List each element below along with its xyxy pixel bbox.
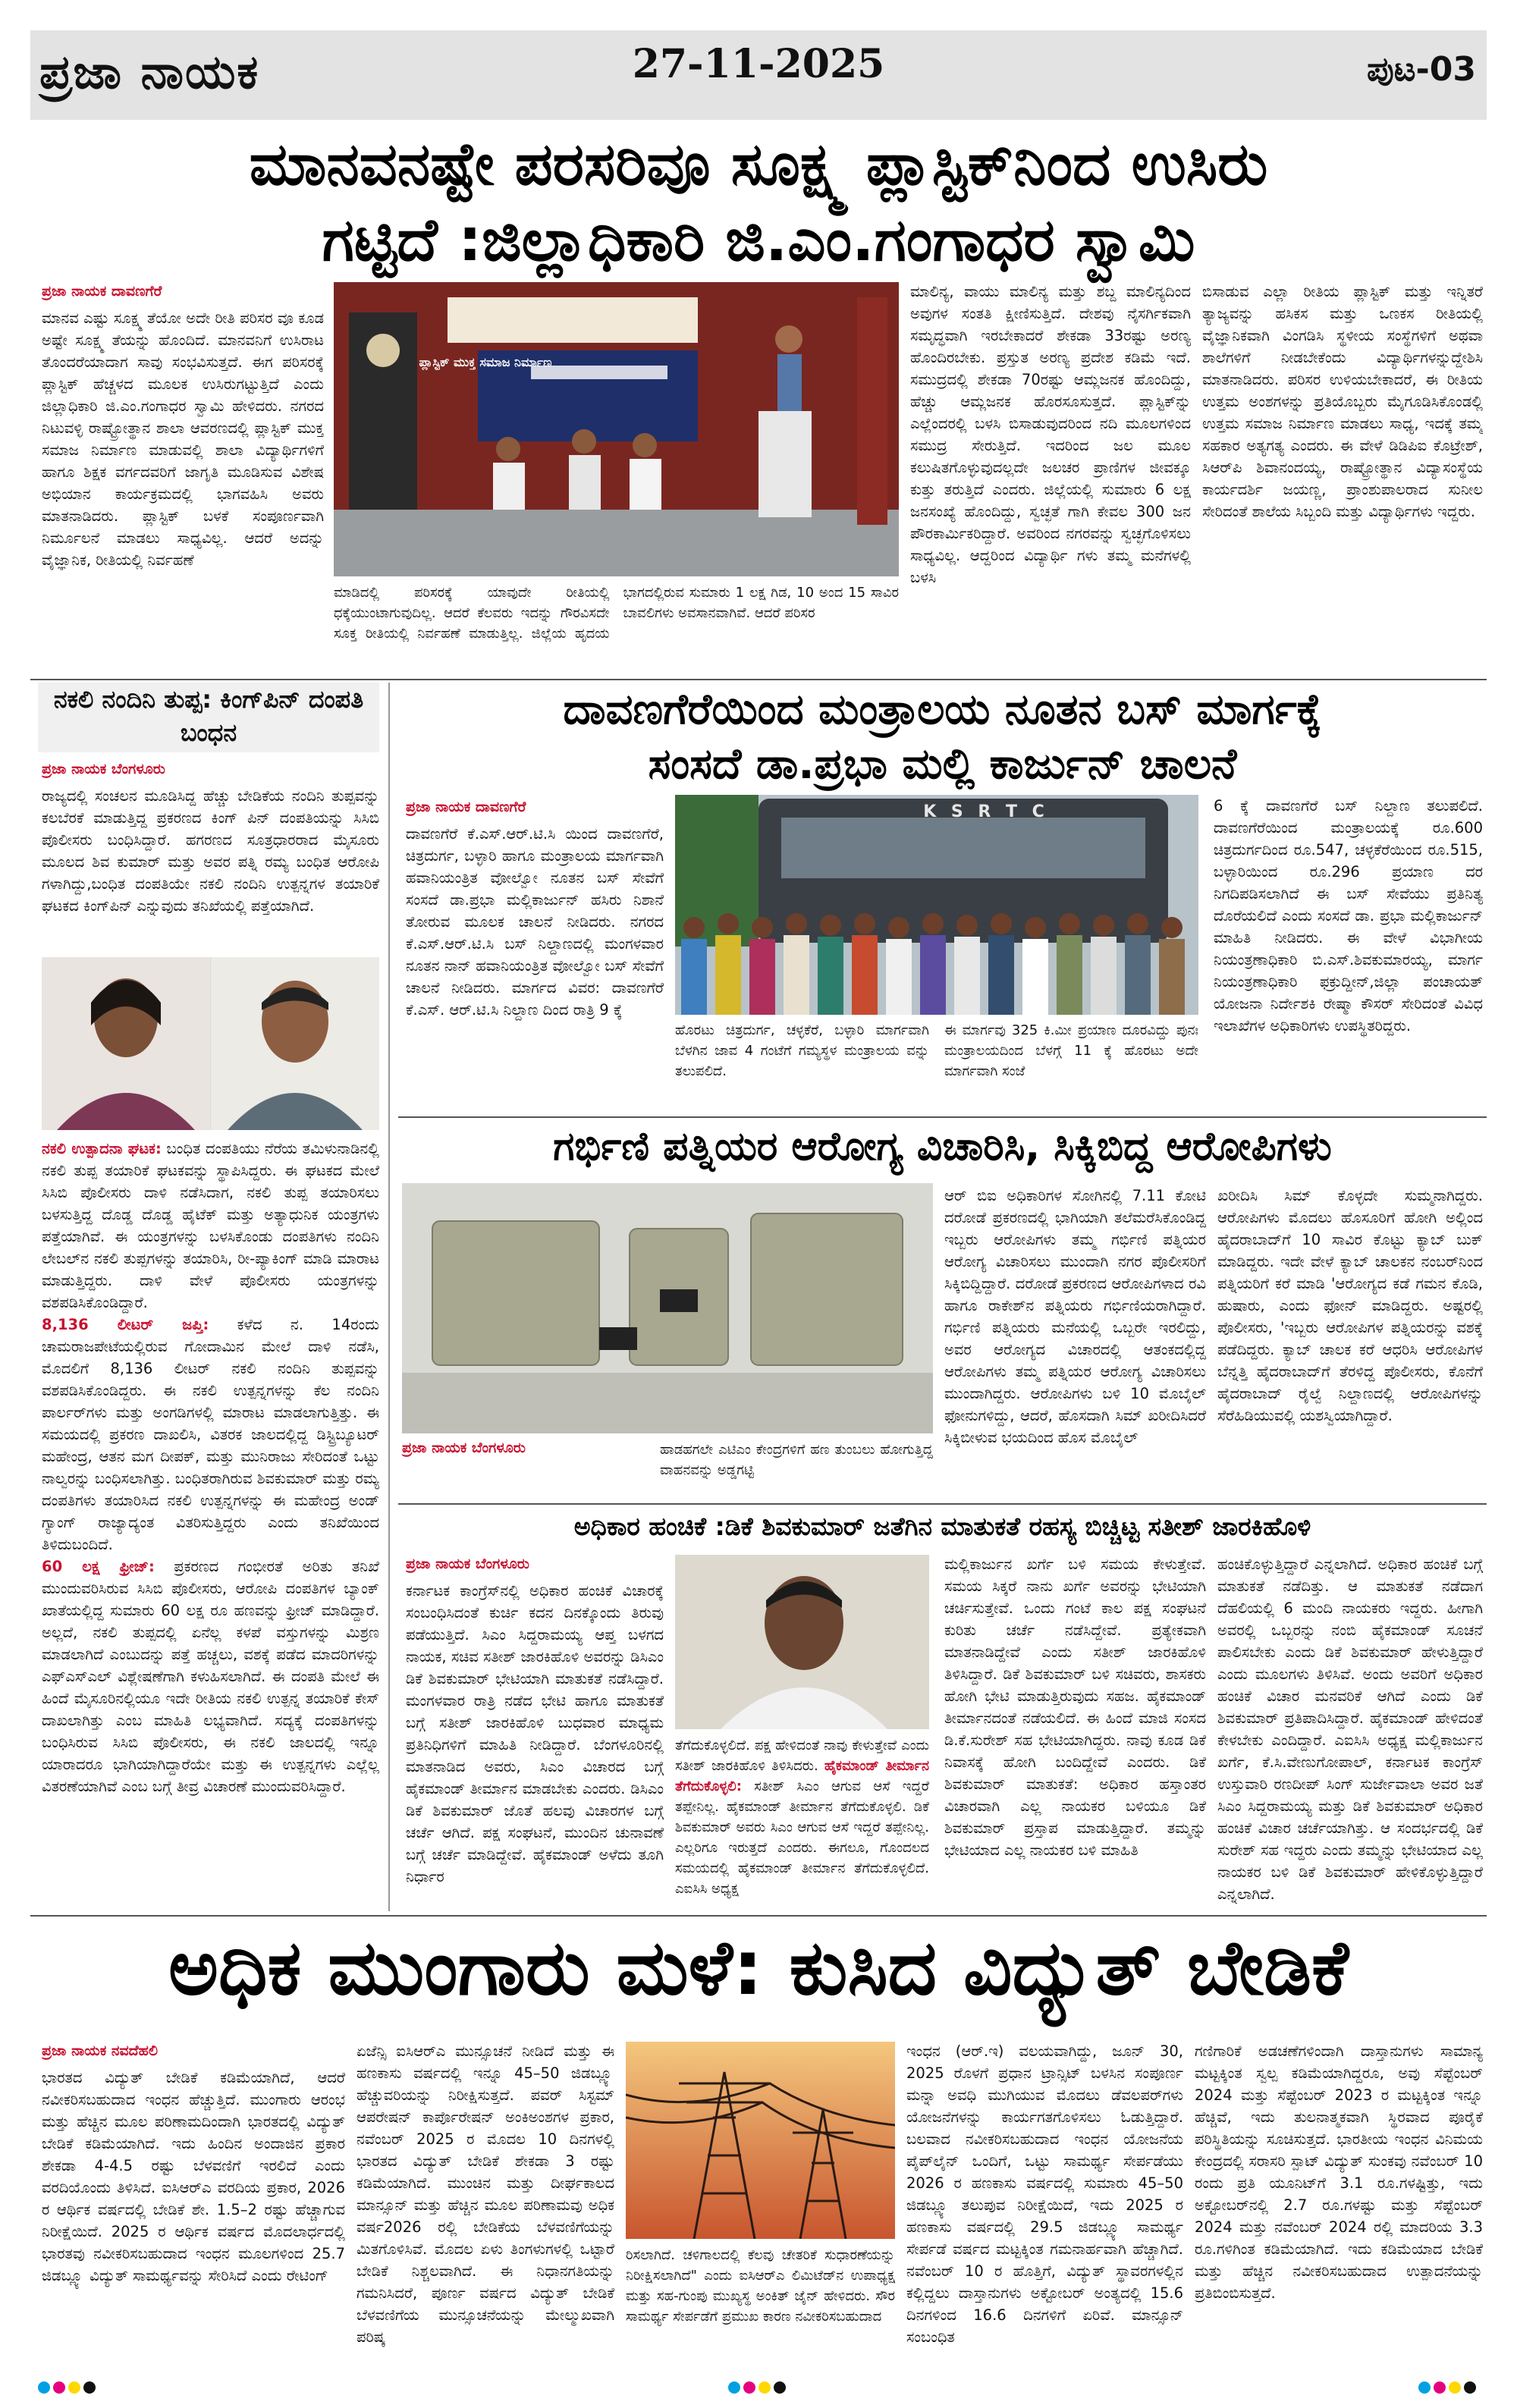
story1-column-1: ಪ್ರಜಾ ನಾಯಕ ದಾವಣಗೆರೆ ಮಾನವ ಎಷ್ಟು ಸೂಕ್ಷ್ಮ ತೆಯೋ ಅದೇ ರೀತಿ ಪರಿಸರ ವೂ ಕೂಡ ಅಷ್ಟೇ ಸೂಕ್ಷ್ಮ ತೆಯನ್ನು ಹೊಂದಿದೆ. ಮಾನವನಿಗೆ ಉಸಿರಾಟ ತೊಂದರೆಯಾದಾಗ ಸಾವು ಸಂಭವಿಸುತ್ತದೆ. ಈಗ ಪರಿಸರಕ್ಕೆ ಪ್ಲಾಸ್ಟಿಕ್ ಹೆಚ್ಚಳದ ಮೂಲಕ ಉಸಿರುಗಟ್ಟುತ್ತಿದೆ ಎಂದು ಜಿಲ್ಲಾಧಿಕಾರಿ ಜಿ.ಎಂ.ಗಂಗಾಧರ ಸ್ವಾಮಿ ಹೇಳಿದರು. ನಗರದ ನಿಟುವಳ್ಳಿ ರಾಷ್ಟ್ರೋತ್ಥಾನ ಶಾಲಾ ಆವರಣದಲ್ಲಿ ಪ್ಲಾಸ್ಟಿಕ್ ಮುಕ್ತ ಸಮಾಜ ನಿರ್ಮಾಣ ಮಾಡುವಲ್ಲಿ ಶಾಲಾ ವಿದ್ಯಾರ್ಥಿಗಳಿಗೆ ಹಾಗೂ ಶಿಕ್ಷಕ ವರ್ಗದವರಿಗೆ ಜಾಗೃತಿ ಮೂಡಿಸುವ ವಿಶೇಷ ಅಭಿಯಾನ ಕಾರ್ಯಕ್ರಮದಲ್ಲಿ ಭಾಗವಹಿಸಿ ಅವರು ಮಾತನಾಡಿದರು. ಪ್ಲಾಸ್ಟಿಕ್ ಬಳಕೆ ಸಂಪೂರ್ಣವಾಗಿ ನಿರ್ಮೂಲನೆ ಮಾಡಲು ಸಾಧ್ಯವಿಲ್ಲ. ಆದರೆ ಅದನ್ನು ವೈಜ್ಞಾನಿಕ, ರೀತಿಯಲ್ಲಿ ನಿರ್ವಹಣೆ [42, 281, 324, 675]
registration-marks-right [1418, 2381, 1476, 2394]
story2-accused-photos [42, 957, 379, 1130]
registration-marks-center [728, 2381, 786, 2394]
story3-caption-b: ಈ ಮಾರ್ಗವು 325 ಕಿ.ಮೀ ಪ್ರಯಾಣ ದೂರವಿದ್ದು ಪುನಃ ಮಂತ್ರಾಲಯದಿಂದ ಬೆಳಗ್ಗೆ 11 ಕ್ಕೆ ಹೊರಟು ಅದೇ ಮಾರ್ಗವಾಗಿ ಸಂಜೆ [944, 1022, 1198, 1079]
story3-caption-a: ಹೊರಟು ಚಿತ್ರದುರ್ಗ, ಚಳ್ಳಕೆರೆ, ಬಳ್ಳಾರಿ ಮಾರ್ಗವಾಗಿ ಬೆಳಗಿನ ಜಾವ 4 ಗಂಟೆಗೆ ಗಮ್ಯಸ್ಥಳ ಮಂತ್ರಾಲಯ ವನ್ನು ತಲುಪಲಿದೆ. [675, 1022, 929, 1079]
story2-sub2-label: 8,136 ಲೀಟರ್ ಜಪ್ತಿ: [42, 1316, 209, 1333]
story6-column-3: ಇಂಧನ (ಆರ್‌.ಇ) ವಲಯವಾಗಿದ್ದು, ಜೂನ್ 30, 2025 ರೊಳಗೆ ಪ್ರಧಾನ ಟ್ರಾನ್ಸಿಟ್ ಬಳಸಿನ ಸಂಪೂರ್ಣ ಮನ್ನಾ ಅವಧಿ ಮುಗಿಯುವ ಮೊದಲು ಡೆವಲಪರ್‌ಗಳು ಯೋಜನೆಗಳನ್ನು ಕಾರ್ಯಗತಗೊಳಿಸಲು ಓಡುತ್ತಿದ್ದಾರೆ. ಬಲವಾದ ನವೀಕರಿಸಬಹುದಾದ ಇಂಧನ ಯೋಜನೆಯ ಪೈಪ್‌ಲೈನ್ ಒಂದಿಗೆ, ಒಟ್ಟು ಸಾಮರ್ಥ್ಯ ಸೇರ್ಪಡೆಯು 2026 ರ ಹಣಕಾಸು ವರ್ಷದಲ್ಲಿ ಸುಮಾರು 45–50 ಜಿಡಬ್ಲ್ಯೂ ತಲುಪುವ ನಿರೀಕ್ಷೆಯಿದೆ, ಇದು 2025 ರ ಹಣಕಾಸು ವರ್ಷದಲ್ಲಿ 29.5 ಜಿಡಬ್ಲ್ಯೂ ಸಾಮರ್ಥ್ಯ ಸೇರ್ಪಡೆ ವರ್ಷದ ಮಟ್ಟಕ್ಕಿಂತ ಗಮನಾರ್ಹವಾಗಿ ಹೆಚ್ಚಾಗಿದೆ. ನವೆಂಬರ್ 10 ರ ಹೊತ್ತಿಗೆ, ವಿದ್ಯುತ್ ಸ್ಥಾವರಗಳಲ್ಲಿನ ಕಲ್ಲಿದ್ದಲು ದಾಸ್ತಾನುಗಳು ಅಕ್ಟೋಬರ್ ಅಂತ್ಯದಲ್ಲಿ 15.6 ದಿನಗಳಿಂದ 16.6 ದಿನಗಳಿಗೆ ಏರಿವೆ. ಮಾನ್ಸೂನ್ ಸಂಬಂಧಿತ [906, 2042, 1183, 2346]
story5-column-1: ಪ್ರಜಾ ನಾಯಕ ಬೆಂಗಳೂರು ಕರ್ನಾಟಕ ಕಾಂಗ್ರೆಸ್‌ನಲ್ಲಿ ಅಧಿಕಾರ ಹಂಚಿಕೆ ವಿಚಾರಕ್ಕೆ ಸಂಬಂಧಿಸಿದಂತೆ ಕುರ್ಚಿ ಕದನ ದಿನಕ್ಕೊಂದು ತಿರುವು ಪಡೆಯುತ್ತಿದೆ. ಸಿಎಂ ಸಿದ್ದರಾಮಯ್ಯ ಆಪ್ತ ಬಳಗದ ನಾಯಕ, ಸಚಿವ ಸತೀಶ್ ಜಾರಕಿಹೊಳಿ ಅವರನ್ನು ಡಿಸಿಎಂ ಡಿಕೆ ಶಿವಕುಮಾರ್ ಭೇಟಿಯಾಗಿ ಮಾತುಕತೆ ನಡೆಸಿದ್ದಾರೆ. ಮಂಗಳವಾರ ರಾತ್ರಿ ನಡೆದ ಭೇಟಿ ಹಾಗೂ ಮಾತುಕತೆ ಬಗ್ಗೆ ಸತೀಶ್ ಜಾರಕಿಹೊಳಿ ಬುಧವಾರ ಮಾಧ್ಯಮ ಪ್ರತಿನಿಧಿಗಳಿಗೆ ಮಾಹಿತಿ ನೀಡಿದ್ದಾರೆ. ಬೆಂಗಳೂರಿನಲ್ಲಿ ಮಾತನಾಡಿದ ಅವರು, ಸಿಎಂ ವಿಚಾರದ ಬಗ್ಗೆ ಹೈಕಮಾಂಡ್ ತೀರ್ಮಾನ ಮಾಡಬೇಕು ಎಂದರು. ಡಿಸಿಎಂ ಡಿಕೆ ಶಿವಕುಮಾರ್ ಜೊತೆ ಹಲವು ವಿಚಾರಗಳ ಬಗ್ಗೆ ಚರ್ಚೆ ಆಗಿದೆ. ಪಕ್ಷ ಸಂಘಟನೆ, ಮುಂದಿನ ಚುನಾವಣೆ ಬಗ್ಗೆ ಚರ್ಚೆ ಮಾಡಿದ್ದೇವೆ. ಹೈಕಮಾಂಡ್ ಅಳೆದು ತೂಗಿ ನಿರ್ಧಾರ [406, 1553, 664, 1910]
story4-column-2: ಖರೀದಿಸಿ ಸಿಮ್ ಕೊಳ್ಳದೇ ಸುಮ್ಮನಾಗಿದ್ದರು. ಆರೋಪಿಗಳು ಮೊದಲು ಹೊಸೂರಿಗೆ ಹೋಗಿ ಅಲ್ಲಿಂದ ಹೈದರಾಬಾದ್‌ಗೆ 10 ಸಾವಿರ ಕೊಟ್ಟು ಕ್ಯಾಬ್ ಬುಕ್ ಮಾಡಿದ್ದರು. ಇದೇ ವೇಳೆ ಕ್ಯಾಬ್ ಚಾಲಕನ ನಂಬರ್‌ನಿಂದ ಪತ್ನಿಯರಿಗೆ ಕರೆ ಮಾಡಿ 'ಆರೋಗ್ಯದ ಕಡೆ ಗಮನ ಕೊಡಿ, ಹುಷಾರು, ಎಂದು ಫೋನ್ ಮಾಡಿದ್ದರು. ಅಷ್ಟರಲ್ಲಿ ಪೊಲೀಸರು, 'ಇಬ್ಬರು ಆರೋಪಿಗಳ ಪತ್ನಿಯರನ್ನು ವಶಕ್ಕೆ ಪಡೆದಿದ್ದರು. ಕ್ಯಾಬ್ ಚಾಲಕ ಕರೆ ಆಧರಿಸಿ ಆರೋಪಿಗಳ ಬೆನ್ನತ್ತಿ ಹೈದರಾಬಾದ್‌ಗೆ ತೆರಳಿದ್ದ ಪೊಲೀಸರು, ಕೊನೆಗೆ ಹೈದರಾಬಾದ್ ರೈಲ್ವೆ ನಿಲ್ದಾಣದಲ್ಲಿ ಆರೋಪಿಗಳನ್ನು ಸೆರೆಹಿಡಿಯುವಲ್ಲಿ ಯಶಸ್ವಿಯಾಗಿದ್ದಾರೆ. [1217, 1187, 1483, 1424]
story6-headline: ಅಧಿಕ ಮುಂಗಾರು ಮಳೆ: ಕುಸಿದ ವಿದ್ಯುತ್ ಬೇಡಿಕೆ [168, 1923, 1349, 2012]
story2-intro: ಪ್ರಜಾ ನಾಯಕ ಬೆಂಗಳೂರು ರಾಜ್ಯದಲ್ಲಿ ಸಂಚಲನ ಮೂಡಿಸಿದ್ದ ಹೆಚ್ಚು ಬೇಡಿಕೆಯ ನಂದಿನಿ ತುಪ್ಪವನ್ನು ಕಲಬೆರಕೆ ಮಾಡುತ್ತಿದ್ದ ಪ್ರಕರಣದ ಕಿಂಗ್ ಪಿನ್ ದಂಪತಿಯನ್ನು ಸಿಸಿಬಿ ಪೊಲೀಸರು ಬಂಧಿಸಿದ್ದಾರೆ. ಹಗರಣದ ಸೂತ್ರಧಾರರಾದ ಮೈಸೂರು ಮೂಲದ ಶಿವ ಕುಮಾರ್ ಮತ್ತು ಅವರ ಪತ್ನಿ ರಮ್ಯ ಬಂಧಿತ ಆರೋಪಿ ಗಳಾಗಿದ್ದು,ಬಂಧಿತ ದಂಪತಿಯೇ ನಕಲಿ ನಂದಿನಿ ಉತ್ಪನ್ನಗಳ ತಯಾರಿಕೆ ಘಟಕದ ಕಿಂಗ್‌ಪಿನ್ ಎನ್ನುವುದು ತನಿಖೆಯಲ್ಲಿ ಪತ್ತೆಯಾಗಿದೆ. [42, 758, 379, 952]
story2-byline: ಪ್ರಜಾ ನಾಯಕ ಬೆಂಗಳೂರು [42, 761, 165, 777]
story3-headline: ದಾವಣಗೆರೆಯಿಂದ ಮಂತ್ರಾಲಯ ನೂತನ ಬಸ್ ಮಾರ್ಗಕ್ಕೆ ಸಂಸದೆ ಡಾ.ಪ್ರಭಾ ಮಲ್ಲಿ ಕಾರ್ಜುನ್ ಚಾಲನೆ [563, 685, 1322, 789]
story5-portrait-photo [675, 1555, 929, 1729]
story4-byline: ಪ್ರಜಾ ನಾಯಕ ಬೆಂಗಳೂರು [402, 1439, 526, 1456]
story2-headline: ನಕಲಿ ನಂದಿನಿ ತುಪ್ಪ: ಕಿಂಗ್‌ಪಿನ್ ದಂಪತಿ ಬಂಧನ [38, 683, 379, 752]
story3-column-1: ಪ್ರಜಾ ನಾಯಕ ದಾವಣಗೆರೆ ದಾವಣಗೆರೆ ಕೆ.ಎಸ್.ಆರ್.ಟಿ.ಸಿ ಯಿಂದ ದಾವಣಗೆರೆ, ಚಿತ್ರದುರ್ಗ, ಬಳ್ಳಾರಿ ಹಾಗೂ ಮಂತ್ರಾಲಯ ಮಾರ್ಗವಾಗಿ ಹವಾನಿಯಂತ್ರಿತ ವೋಲ್ವೋ ನೂತನ ಬಸ್ ಸೇವೆಗೆ ಸಂಸದೆ ಡಾ.ಪ್ರಭಾ ಮಲ್ಲಿಕಾರ್ಜುನ್ ಹಸಿರು ನಿಶಾನೆ ತೋರುವ ಮೂಲಕ ಚಾಲನೆ ನೀಡಿದರು. ನಗರದ ಕೆ.ಎಸ್.ಆರ್.ಟಿ.ಸಿ ಬಸ್ ನಿಲ್ದಾಣದಲ್ಲಿ ಮಂಗಳವಾರ ನೂತನ ನಾನ್ ಹವಾನಿಯಂತ್ರಿತ ವೋಲ್ವೋ ಬಸ್ ಸೇವೆಗೆ ಚಾಲನೆ ನೀಡಿದರು. ಮಾರ್ಗದ ವಿವರ: ದಾವಣಗೆರೆ ಕೆ.ಎಸ್. ಆರ್.ಟಿ.ಸಿ ನಿಲ್ದಾಣ ದಿಂದ ರಾತ್ರಿ 9 ಕ್ಕೆ [406, 796, 664, 1111]
reg-mark-icon [1434, 2381, 1446, 2394]
reg-mark-icon [38, 2381, 50, 2394]
reg-mark-icon [83, 2381, 96, 2394]
rule [30, 1915, 1487, 1917]
rule [398, 1503, 1487, 1505]
story1-column-4: ಬಿಸಾಡುವ ಎಲ್ಲಾ ರೀತಿಯ ಪ್ಲಾಸ್ಟಿಕ್ ಮತ್ತು ಇನ್ನಿತರೆ ತ್ಯಾಜ್ಯವನ್ನು ಹಸಿಕಸ ಮತ್ತು ಒಣಕಸ ರೀತಿಯಲ್ಲಿ ವೈಜ್ಞಾನಿಕವಾಗಿ ವಿಂಗಡಿಸಿ ಸ್ಥಳೀಯ ಸಂಸ್ಥೆಗಳಿಗೆ ಅಥವಾ ಶಾಲೆಗಳಿಗೆ ನೀಡಬೇಕೆಂದು ವಿದ್ಯಾರ್ಥಿಗಳನ್ನುದ್ದೇಶಿಸಿ ಮಾತನಾಡಿದರು. ಪರಿಸರ ಉಳಿಯಬೇಕಾದರೆ, ಈ ರೀತಿಯ ಉತ್ತಮ ಅಂಶಗಳನ್ನು ಪ್ರತಿಯೊಬ್ಬರು ಮೈಗೂಡಿಸಿಕೊಂಡಲ್ಲಿ ಉತ್ತಮ ಸಮಾಜ ನಿರ್ಮಾಣ ಮಾಡಲು ಸಾಧ್ಯ, ಇದಕ್ಕೆ ತಮ್ಮ ಸಹಕಾರ ಅತ್ಯಗತ್ಯ ಎಂದರು. ಈ ವೇಳೆ ಡಿಡಿಪಿಐ ಕೊಟ್ರೇಶ್, ಸಿಆರ್‌ಪಿ ಶಿವಾನಂದಯ್ಯ, ರಾಷ್ಟ್ರೋತ್ಥಾನ ವಿದ್ಯಾಸಂಸ್ಥೆಯ ಕಾರ್ಯದರ್ಶಿ ಜಯಣ್ಣ, ಪ್ರಾಂಶುಪಾಲರಾದ ಸುನೀಲ ಸೇರಿದಂತೆ ಶಾಲೆಯ ಸಿಬ್ಬಂದಿ ಮತ್ತು ವಿದ್ಯಾರ್ಥಿಗಳು ಇದ್ದರು. [1202, 283, 1483, 520]
story6-column-2: ಏಜೆನ್ಸಿ ಐಸಿಆರ್‌ಎ ಮುನ್ಸೂಚನೆ ನೀಡಿದೆ ಮತ್ತು ಈ ಹಣಕಾಸು ವರ್ಷದಲ್ಲಿ ಇನ್ನೂ 45–50 ಜಿಡಬ್ಲ್ಯೂ ಹೆಚ್ಚುವರಿಯನ್ನು ನಿರೀಕ್ಷಿಸುತ್ತದೆ. ಪವರ್ ಸಿಸ್ಟಮ್ ಆಪರೇಷನ್ ಕಾರ್ಪೊರೇಷನ್ ಅಂಕಿಅಂಶಗಳ ಪ್ರಕಾರ, ನವೆಂಬರ್ 2025 ರ ಮೊದಲ 10 ದಿನಗಳಲ್ಲಿ ಭಾರತದ ವಿದ್ಯುತ್ ಬೇಡಿಕೆ ಶೇಕಡಾ 3 ರಷ್ಟು ಕಡಿಮೆಯಾಗಿದೆ. ಮುಂಚಿನ ಮತ್ತು ದೀರ್ಘಕಾಲದ ಮಾನ್ಸೂನ್ ಮತ್ತು ಹೆಚ್ಚಿನ ಮೂಲ ಪರಿಣಾಮವು ಅಧಿಕ ವರ್ಷ2026 ರಲ್ಲಿ ಬೇಡಿಕೆಯ ಬೆಳವಣಿಗೆಯನ್ನು ಮಿತಗೊಳಿಸಿವೆ. ಮೊದಲ ಏಳು ತಿಂಗಳುಗಳಲ್ಲಿ ಒಟ್ಟಾರೆ ಬೇಡಿಕೆ ನಿಶ್ಚಲವಾಗಿದೆ. ಈ ನಿಧಾನಗತಿಯನ್ನು ಗಮನಿಸಿದರೆ, ಪೂರ್ಣ ವರ್ಷದ ವಿದ್ಯುತ್ ಬೇಡಿಕೆ ಬೆಳವಣಿಗೆಯ ಮುನ್ಸೂಚನೆಯನ್ನು ಮೇಲ್ಮುಖವಾಗಿ ಪರಿಷ್ಕ [356, 2042, 614, 2346]
issue-date: 27-11-2025 [632, 41, 885, 87]
story4-byline-wrap [402, 1439, 652, 1500]
paper-name: ಪ್ರಜಾ ನಾಯಕ [39, 44, 260, 99]
story2-sub3-label: 60 ಲಕ್ಷ ಫ್ರೀಜ್: [42, 1558, 155, 1575]
politician-portrait [675, 1555, 929, 1729]
story1-photo-caption: ಮಾಡಿದಲ್ಲಿ ಪರಿಸರಕ್ಕೆ ಯಾವುದೇ ರೀತಿಯಲ್ಲಿ ಧಕ್ಕೆಯುಂಟಾಗುವುದಿಲ್ಲ. ಆದರೆ ಕೆಲವರು ಇದನ್ನು ಗೌರವಿಸದೇ ಸೂಕ್ತ ರೀತಿಯಲ್ಲಿ ನಿರ್ವಹಣೆ ಮಾಡುತ್ತಿಲ್ಲ. ಜಿಲ್ಲೆಯ ಹೃದಯ ಭಾಗದಲ್ಲಿರುವ ಸುಮಾರು 1 ಲಕ್ಷ ಗಿಡ, 10 ಅಂದ 15 ಸಾವಿರ ಬಾವಲಿಗಳು ಅವಸಾನವಾಗಿವೆ. ಆದರೆ ಪರಿಸರ [334, 585, 899, 642]
event-stage-illustration [334, 282, 899, 576]
story1-headline: ಮಾನವನಷ್ಟೇ ಪರಸರಿವೂ ಸೂಕ್ಷ್ಮ ಪ್ಲಾಸ್ಟಿಕ್‌ನಿಂದ ಉಸಿರು ಗಟ್ಟಿದೆ :ಜಿಲ್ಲಾಧಿಕಾರಿ ಜಿ.ಎಂ.ಗಂಗಾಧರ ಸ್ವಾಮಿ [249, 130, 1268, 275]
accused-portraits [42, 957, 379, 1130]
story4-column-1: ಆರ್ ಬಿಐ ಅಧಿಕಾರಿಗಳ ಸೋಗಿನಲ್ಲಿ 7.11 ಕೋಟಿ ದರೋಡೆ ಪ್ರಕರಣದಲ್ಲಿ ಭಾಗಿಯಾಗಿ ತಲೆಮರೆಸಿಕೊಂಡಿದ್ದ ಇಬ್ಬರು ಆರೋಪಿಗಳು ತಮ್ಮ ಗರ್ಭಿಣಿ ಪತ್ನಿಯರ ಆರೋಗ್ಯ ವಿಚಾರಿಸಲು ಮುಂದಾಗಿ ನಗರ ಪೊಲೀಸರಿಗೆ ಸಿಕ್ಕಿಬಿದ್ದಿದ್ದಾರೆ. ದರೋಡೆ ಪ್ರಕರಣದ ಆರೋಪಿಗಳಾದ ರವಿ ಹಾಗೂ ರಾಕೇಶ್‌ನ ಪತ್ನಿಯರು ಗರ್ಭಿಣಿಯರಾಗಿದ್ದಾರೆ. ಗರ್ಭಿಣಿ ಪತ್ನಿಯರು ಮನೆಯಲ್ಲಿ ಒಬ್ಬರೇ ಇರಲಿದ್ದು, ಅವರ ಆರೋಗ್ಯದ ವಿಚಾರದಲ್ಲಿ ಆತಂಕದಲ್ಲಿದ್ದ ಆರೋಪಿಗಳು ತಮ್ಮ ಪತ್ನಿಯರ ಆರೋಗ್ಯ ವಿಚಾರಿಸಲು ಮುಂದಾಗಿದ್ದರು. ಆರೋಪಿಗಳು ಬಳಿ 10 ಮೊಬೈಲ್ ಫೋನುಗಳಿದ್ದು, ಆದರೆ, ಹೊಸದಾಗಿ ಸಿಮ್ ಖರೀದಿಸಿದರೆ ಸಿಕ್ಕಿಬೀಳುವ ಭಯದಿಂದ ಹೊಸ ಮೊಬೈಲ್ [944, 1187, 1206, 1446]
reg-mark-icon [728, 2381, 740, 2394]
reg-mark-icon [743, 2381, 755, 2394]
masthead [30, 30, 1487, 120]
story6-column-1: ಪ್ರಜಾ ನಾಯಕ ನವದೆಹಲಿ ಭಾರತದ ವಿದ್ಯುತ್ ಬೇಡಿಕೆ ಕಡಿಮೆಯಾಗಿದೆ, ಆದರೆ ನವೀಕರಿಸಬಹುದಾದ ಇಂಧನ ಹೆಚ್ಚುತ್ತಿದೆ. ಮುಂಗಾರು ಆರಂಭ ಮತ್ತು ಹೆಚ್ಚಿನ ಮೂಲ ಪರಿಣಾಮದಿಂದಾಗಿ ಭಾರತದಲ್ಲಿ ವಿದ್ಯುತ್ ಬೇಡಿಕೆ ಕಡಿಮೆಯಾಗಿದೆ. ಇದು ಹಿಂದಿನ ಅಂದಾಜಿನ ಪ್ರಕಾರ ಶೇಕಡಾ 4-4.5 ರಷ್ಟು ಬೆಳವಣಿಗೆ ಇರಲಿದೆ ಎಂದು ವರದಿಯೊಂದು ತಿಳಿಸಿದೆ. ಐಸಿಆರ್‌ಎ ವರದಿಯ ಪ್ರಕಾರ, 2026 ರ ಆರ್ಥಿಕ ವರ್ಷದಲ್ಲಿ ಬೇಡಿಕೆ ಶೇ. 1.5–2 ರಷ್ಟು ಹೆಚ್ಚಾಗುವ ನಿರೀಕ್ಷೆಯಿದೆ. 2025 ರ ಆರ್ಥಿಕ ವರ್ಷದ ಮೊದಲಾರ್ಧದಲ್ಲಿ ಭಾರತವು ನವೀಕರಿಸಬಹುದಾದ ಇಂಧನ ಮೂಲಗಳಿಂದ 25.7 ಜಿಡಬ್ಲ್ಯೂ ವಿದ್ಯುತ್ ಸಾಮರ್ಥ್ಯವನ್ನು ಸೇರಿಸಿದೆ ಎಂದು ರೇಟಿಂಗ್ [42, 2040, 345, 2374]
story3-column-3: 6 ಕ್ಕೆ ದಾವಣಗೆರೆ ಬಸ್ ನಿಲ್ದಾಣ ತಲುಪಲಿದೆ. ದಾವಣಗೆರೆಯಿಂದ ಮಂತ್ರಾಲಯಕ್ಕೆ ರೂ.600 ಚಿತ್ರದುರ್ಗದಿಂದ ರೂ.547, ಚಳ್ಳಕೆರೆಯಿಂದ ರೂ.515, ಬಳ್ಳಾರಿಯಿಂದ ರೂ.296 ಪ್ರಯಾಣ ದರ ನಿಗದಿಪಡಿಸಲಾಗಿದೆ ಈ ಬಸ್ ಸೇವೆಯು ಪ್ರತಿನಿತ್ಯ ದೊರೆಯಲಿದೆ ಎಂದು ಸಂಸದೆ ಡಾ. ಪ್ರಭಾ ಮಲ್ಲಿಕಾರ್ಜುನ್ ಮಾಹಿತಿ ನೀಡಿದರು. ಈ ವೇಳೆ ವಿಭಾಗೀಯ ನಿಯಂತ್ರಣಾಧಿಕಾರಿ ಬಿ.ಎಸ್.ಶಿವಕುಮಾರಯ್ಯ, ಮಾರ್ಗ ನಿಯಂತ್ರಣಾಧಿಕಾರಿ ಫಕ್ರುದ್ದೀನ್,ಜಿಲ್ಲಾ ಪಂಚಾಯತ್ ಯೋಜನಾ ನಿರ್ದೇಶಕಿ ರೇಷ್ಮಾ ಕೌಸರ್ ಸೇರಿದಂತೆ ವಿವಿಧ ಇಲಾಖೆಗಳ ಅಧಿಕಾರಿಗಳು ಉಪಸ್ಥಿತರಿದ್ದರು. [1214, 797, 1483, 1034]
story5-caption-block: ತೆಗೆದುಕೊಳ್ಳಲಿದೆ. ಪಕ್ಷ ಹೇಳಿದಂತೆ ನಾವು ಕೇಳುತ್ತೇವೆ ಎಂದು ಸತೀಶ್ ಜಾರಕಿಹೊಳಿ ತಿಳಿಸಿದರು. ಹೈಕಮಾಂಡ್ ತೀರ್ಮಾನ ತೆಗೆದುಕೊಳ್ಳಲಿ: ಸತೀಶ್ ಸಿಎಂ ಆಗುವ ಆಸೆ ಇದ್ದರೆ ತಪ್ಪೇನಿಲ್ಲ. ಹೈಕಮಾಂಡ್ ತೀರ್ಮಾನ ತೆಗೆದುಕೊಳ್ಳಲಿ. ಡಿಕೆ ಶಿವಕುಮಾರ್ ಅವರು ಸಿಎಂ ಆಗುವ ಆಸೆ ಇದ್ದರೆ ತಪ್ಪೇನಿಲ್ಲ. ಎಲ್ಲರಿಗೂ ಇರುತ್ತದೆ ಎಂದರು. ಈಗಲೂ, ಗೊಂದಲದ ಸಮಯದಲ್ಲಿ ಹೈಕಮಾಂಡ್ ತೀರ್ಮಾನ ತೆಗೆದುಕೊಳ್ಳಲಿದೆ. ಎಐಸಿಸಿ ಅಧ್ಯಕ್ಷ [675, 1738, 929, 1897]
transmission-tower-illustration [626, 2042, 895, 2239]
story5-byline: ಪ್ರಜಾ ನಾಯಕ ಬೆಂಗಳೂರು [406, 1556, 529, 1572]
story4-headline: ಗರ್ಭಿಣಿ ಪತ್ನಿಯರ ಆರೋಗ್ಯ ವಿಚಾರಿಸಿ, ಸಿಕ್ಕಿಬಿದ್ದ ಆರೋಪಿಗಳು [553, 1124, 1332, 1169]
column-divider [388, 683, 390, 1911]
reg-mark-icon [68, 2381, 80, 2394]
rule [398, 1116, 1487, 1118]
reg-mark-icon [758, 2381, 771, 2394]
registration-marks-left [38, 2381, 96, 2394]
story6-power-tower-photo [626, 2042, 895, 2239]
story5-sub-label: ಹೈಕಮಾಂಡ್ ತೀರ್ಮಾನ ತೆಗೆದುಕೊಳ್ಳಲಿ: [675, 1758, 929, 1794]
story2-body: ನಕಲಿ ಉತ್ಪಾದನಾ ಘಟಕ: ಬಂಧಿತ ದಂಪತಿಯು ನೆರೆಯ ತಮಿಳುನಾಡಿನಲ್ಲಿ ನಕಲಿ ತುಪ್ಪ ತಯಾರಿಕೆ ಘಟಕವನ್ನು ಸ್ಥಾಪಿಸಿದ್ದರು. ಈ ಘಟಕದ ಮೇಲೆ ಸಿಸಿಬಿ ಪೊಲೀಸರು ದಾಳಿ ನಡೆಸಿದಾಗ, ನಕಲಿ ತುಪ್ಪ ತಯಾರಿಸಲು ಬಳಸುತ್ತಿದ್ದ ದೊಡ್ಡ ದೊಡ್ಡ ಹೈಟೆಕ್ ಮತ್ತು ಅತ್ಯಾಧುನಿಕ ಯಂತ್ರಗಳು ಪತ್ತೆಯಾಗಿವೆ. ಈ ಯಂತ್ರಗಳನ್ನು ಬಳಸಿಕೊಂಡು ದಂಪತಿಗಳು ನಂದಿನಿ ಲೇಬಲ್‌ನ ನಕಲಿ ತುಪ್ಪಗಳನ್ನು ತಯಾರಿಸಿ, ರೀ-ಪ್ಯಾಕಿಂಗ್ ಮಾಡಿ ಮಾರಾಟ ಮಾಡುತ್ತಿದ್ದರು. ದಾಳಿ ವೇಳೆ ಪೊಲೀಸರು ಯಂತ್ರಗಳನ್ನು ವಶಪಡಿಸಿಕೊಂಡಿದ್ದಾರೆ. 8,136 ಲೀಟರ್ ಜಪ್ತಿ: ಕಳೆದ ನ. 14ರಂದು ಚಾಮರಾಜಪೇಟೆಯಲ್ಲಿರುವ ಗೋದಾಮಿನ ಮೇಲೆ ದಾಳಿ ನಡೆಸಿ, ಮೊದಲಿಗೆ 8,136 ಲೀಟರ್ ನಕಲಿ ನಂದಿನಿ ತುಪ್ಪವನ್ನು ವಶಪಡಿಸಿಕೊಂಡಿದ್ದರು. ಈ ನಕಲಿ ಉತ್ಪನ್ನಗಳನ್ನು ಕೆಲ ನಂದಿನಿ ಪಾರ್ಲರ್‌ಗಳು ಮತ್ತು ಅಂಗಡಿಗಳಲ್ಲಿ ಮಾರಾಟ ಮಾಡಲಾಗುತ್ತಿತ್ತು. ಈ ಸಮಯದಲ್ಲಿ ಪ್ರಕರಣ ದಾಖಲಿಸಿ, ವಿತರಕ ಜಾಲದಲ್ಲಿದ್ದ ಡಿಸ್ಟ್ರಿಬ್ಯೂಟರ್ ಮಹೇಂದ್ರ, ಆತನ ಮಗ ದೀಪಕ್, ಮತ್ತು ಮುನಿರಾಜು ಸೇರಿದಂತೆ ಒಟ್ಟು ನಾಲ್ವರನ್ನು ಬಂಧಿಸಲಾಗಿತ್ತು. ಬಂಧಿತರಾಗಿರುವ ಶಿವಕುಮಾರ್ ಮತ್ತು ರಮ್ಯ ದಂಪತಿಗಳು ತಯಾರಿಸಿದ ನಕಲಿ ಉತ್ಪನ್ನಗಳನ್ನು ಈ ಮಹೇಂದ್ರ ಅಂಡ್ ಗ್ಯಾಂಗ್ ರಾಜ್ಯಾದ್ಯಂತ ವಿತರಿಸುತ್ತಿದ್ದರು ಎಂದು ತನಿಖೆಯಿಂದ ತಿಳಿದುಬಂದಿದೆ. 60 ಲಕ್ಷ ಫ್ರೀಜ್: ಪ್ರಕರಣದ ಗಂಭೀರತೆ ಅರಿತು ತನಿಖೆ ಮುಂದುವರಿಸಿರುವ ಸಿಸಿಬಿ ಪೊಲೀಸರು, ಆರೋಪಿ ದಂಪತಿಗಳ ಬ್ಯಾಂಕ್ ಖಾತೆಯಲ್ಲಿದ್ದ ಸುಮಾರು 60 ಲಕ್ಷ ರೂ ಹಣವನ್ನು ಫ್ರೀಜ್ ಮಾಡಿದ್ದಾರೆ. ಅಲ್ಲದೆ, ನಕಲಿ ತುಪ್ಪದಲ್ಲಿ ಏನೆಲ್ಲ ಕಳಪೆ ವಸ್ತುಗಳನ್ನು ಮಿಶ್ರಣ ಮಾಡಲಾಗಿದೆ ಎಂಬುದನ್ನು ಪತ್ತೆ ಹಚ್ಚಲು, ವಶಕ್ಕೆ ಪಡೆದ ಮಾದರಿಗಳನ್ನು ಎಫ್‌ಎಸ್‌ಎಲ್ ವಿಶ್ಲೇಷಣೆಗಾಗಿ ಕಳುಹಿಸಲಾಗಿದೆ. ಈ ದಂಪತಿ ಮೇಲೆ ಈ ಹಿಂದೆ ಮೈಸೂರಿನಲ್ಲಿಯೂ ಇದೇ ರೀತಿಯ ನಕಲಿ ಉತ್ಪನ್ನ ತಯಾರಿಕೆ ಕೇಸ್ ದಾಖಲಾಗಿತ್ತು ಎಂಬ ಮಾಹಿತಿ ಲಭ್ಯವಾಗಿದೆ. ಸದ್ಯಕ್ಕೆ ದಂಪತಿಗಳನ್ನು ಬಂಧಿಸಿರುವ ಸಿಸಿಬಿ ಪೊಲೀಸರು, ಈ ನಕಲಿ ಜಾಲದಲ್ಲಿ ಇನ್ನೂ ಯಾರಾದರೂ ಭಾಗಿಯಾಗಿದ್ದಾರೆಯೇ ಮತ್ತು ಈ ಉತ್ಪನ್ನಗಳು ಎಲ್ಲೆಲ್ಲ ವಿತರಣೆಯಾಗಿವೆ ಎಂಬ ಬಗ್ಗೆ ತೀವ್ರ ವಿಚಾರಣೆ ಮುಂದುವರಿಸಿದ್ದಾರೆ. [42, 1140, 379, 1795]
cash-bundles-illustration [402, 1183, 933, 1433]
story5-column-3: ಮಲ್ಲಿಕಾರ್ಜುನ ಖರ್ಗೆ ಬಳಿ ಸಮಯ ಕೇಳುತ್ತೇವೆ. ಸಮಯ ಸಿಕ್ಕರೆ ನಾನು ಖರ್ಗೆ ಅವರನ್ನು ಭೇಟಿಯಾಗಿ ಚರ್ಚಿಸುತ್ತೇವೆ. ಒಂದು ಗಂಟೆ ಕಾಲ ಪಕ್ಷ ಸಂಘಟನೆ ಕುರಿತು ಚರ್ಚೆ ನಡೆಸಿದ್ದೇವೆ. ಪ್ರತ್ಯೇಕವಾಗಿ ಮಾತನಾಡಿದ್ದೇವೆ ಎಂದು ಸತೀಶ್ ಜಾರಕಿಹೊಳಿ ತಿಳಿಸಿದ್ದಾರೆ. ಡಿಕೆ ಶಿವಕುಮಾರ್ ಬಳಿ ಸಚಿವರು, ಶಾಸಕರು ಹೋಗಿ ಭೇಟಿ ಮಾಡುತ್ತಿರುವುದು ಸಹಜ. ಹೈಕಮಾಂಡ್ ತೀರ್ಮಾನದಂತೆ ನಡೆಯಲಿದೆ. ಈ ಹಿಂದೆ ಮಾಜಿ ಸಂಸದ ಡಿ.ಕೆ.ಸುರೇಶ್ ಸಹ ಭೇಟಿಯಾಗಿದ್ದರು. ನಾವು ಕೂಡ ಡಿಕೆ ನಿವಾಸಕ್ಕೆ ಹೋಗಿ ಬಂದಿದ್ದೇವೆ ಎಂದರು. ಡಿಕೆ ಶಿವಕುಮಾರ್ ಮಾತುಕತೆ: ಅಧಿಕಾರ ಹಸ್ತಾಂತರ ವಿಚಾರವಾಗಿ ಎಲ್ಲ ನಾಯಕರ ಬಳಿಯೂ ಡಿಕೆ ಶಿವಕುಮಾರ್ ಪ್ರಸ್ತಾಪ ಮಾಡುತ್ತಿದ್ದಾರೆ. ತಮ್ಮನ್ನು ಭೇಟಿಯಾದ ಎಲ್ಲ ನಾಯಕರ ಬಳಿ ಮಾಹಿತಿ [944, 1556, 1206, 1859]
story3-byline: ಪ್ರಜಾ ನಾಯಕ ದಾವಣಗೆರೆ [406, 799, 526, 815]
story1-event-photo [334, 282, 899, 576]
reg-mark-icon [53, 2381, 65, 2394]
bus-label: K S R T C [923, 802, 1049, 821]
story5-headline: ಅಧಿಕಾರ ಹಂಚಿಕೆ :ಡಿಕೆ ಶಿವಕುಮಾರ್ ಜತೆಗಿನ ಮಾತುಕತೆ ರಹಸ್ಯ ಬಿಚ್ಚಿಟ್ಟ ಸತೀಶ್ ಜಾರಕಿಹೊಳಿ [573, 1512, 1311, 1541]
reg-mark-icon [1418, 2381, 1431, 2394]
story6-photo-caption: ರಿಸಲಾಗಿದೆ. ಚಳಿಗಾಲದಲ್ಲಿ ಕೆಲವು ಚೇತರಿಕೆ ಸುಧಾರಣೆಯನ್ನು ನಿರೀಕ್ಷಿಸಲಾಗಿದೆ" ಎಂದು ಐಸಿಆರ್‌ಎ ಲಿಮಿಟೆಡ್‌ನ ಉಪಾಧ್ಯಕ್ಷ ಮತ್ತು ಸಹ-ಗುಂಪು ಮುಖ್ಯಸ್ಥ ಅಂಕಿತ್ ಜೈನ್ ಹೇಳಿದರು. ಸೌರ ಸಾಮರ್ಥ್ಯ ಸೇರ್ಪಡೆಗೆ ಪ್ರಮುಖ ಕಾರಣ ನವೀಕರಿಸಬಹುದಾದ [626, 2247, 895, 2325]
story4-seized-cash-photo [402, 1183, 933, 1433]
story1-column-3: ಮಾಲಿನ್ಯ, ವಾಯು ಮಾಲಿನ್ಯ ಮತ್ತು ಶಬ್ದ ಮಾಲಿನ್ಯದಿಂದ ಅವುಗಳ ಸಂತತಿ ಕ್ಷೀಣಿಸುತ್ತಿದೆ. ದೇಶವು ನೈಸರ್ಗಿಕವಾಗಿ ಸಮೃದ್ಧವಾಗಿ ಇರಬೇಕಾದರೆ ಶೇಕಡಾ 33ರಷ್ಟು ಅರಣ್ಯ ಹೊಂದಿರಬೇಕು. ಪ್ರಸ್ತುತ ಅರಣ್ಯ ಪ್ರದೇಶ ಕಡಿಮೆ ಇದೆ. ಸಮುದ್ರದಲ್ಲಿ ಶೇಕಡಾ 70ರಷ್ಟು ಆಮ್ಲಜನಕ ಹೊಂದಿದ್ದು, ಹೆಚ್ಚು ಆಮ್ಲಜನಕ ಹೊರಸೂಸುತ್ತದೆ. ಪ್ಲಾಸ್ಟಿಕ್‌ನ್ನು ಎಲ್ಲೆಂದರಲ್ಲಿ ಬಳಸಿ ಬಿಸಾಡುವುದರಿಂದ ನದಿ ಮೂಲಗಳಿಂದ ಸಮುದ್ರ ಸೇರುತ್ತಿದೆ. ಇದರಿಂದ ಜಲ ಮೂಲ ಕಲುಷಿತಗೊಳ್ಳುವುದಲ್ಲದೇ ಜಲಚರ ಪ್ರಾಣಿಗಳ ಜೀವಕ್ಕೂ ಕುತ್ತು ತರುತ್ತಿದೆ ಎಂದರು. ಜಿಲ್ಲೆಯಲ್ಲಿ ಸುಮಾರು 6 ಲಕ್ಷ ಜನಸಂಖ್ಯೆ ಹೊಂದಿದ್ದು, ಸ್ವಚ್ಛತೆ ಗಾಗಿ ಕೇವಲ 300 ಜನ ಪೌರಕಾರ್ಮಿಕರಿದ್ದಾರೆ. ಅವರಿಂದ ನಗರವನ್ನು ಸ್ವಚ್ಛಗೊಳಿಸಲು ಸಾಧ್ಯವಿಲ್ಲ. ಆದ್ದರಿಂದ ವಿದ್ಯಾರ್ಥಿ ಗಳು ತಮ್ಮ ಮನೆಗಳಲ್ಲಿ ಬಳಸಿ [910, 283, 1191, 586]
reg-mark-icon [774, 2381, 786, 2394]
story3-bus-launch-photo [675, 795, 1198, 1015]
story1-banner-text: ಪ್ಲಾಸ್ಟಿಕ್ ಮುಕ್ತ ಸಮಾಜ ನಿರ್ಮಾಣ [419, 355, 552, 369]
story6-column-4: ಗಣಿಗಾರಿಕೆ ಅಡಚಣೆಗಳಿಂದಾಗಿ ದಾಸ್ತಾನುಗಳು ಸಾಮಾನ್ಯ ಮಟ್ಟಕ್ಕಿಂತ ಸ್ವಲ್ಪ ಕಡಿಮೆಯಾಗಿದ್ದರೂ, ಅವು ಸೆಪ್ಟೆಂಬರ್ 2024 ಮತ್ತು ಸೆಪ್ಟೆಂಬರ್ 2023 ರ ಮಟ್ಟಕ್ಕಿಂತ ಇನ್ನೂ ಹೆಚ್ಚಿವೆ, ಇದು ತುಲನಾತ್ಮಕವಾಗಿ ಸ್ಥಿರವಾದ ಪೂರೈಕೆ ಪರಿಸ್ಥಿತಿಯನ್ನು ಸೂಚಿಸುತ್ತದೆ. ಭಾರತೀಯ ಇಂಧನ ವಿನಿಮಯ ಕೇಂದ್ರದಲ್ಲಿ ಸರಾಸರಿ ಸ್ಪಾಟ್ ವಿದ್ಯುತ್ ಸುಂಕವು ನವೆಂಬರ್ 10 ರಂದು ಪ್ರತಿ ಯೂನಿಟ್‌ಗೆ 3.1 ರೂ.ಗಳಷ್ಟಿತ್ತು, ಇದು ಅಕ್ಟೋಬರ್‌ನಲ್ಲಿ 2.7 ರೂ.ಗಳಷ್ಟು ಮತ್ತು ಸೆಪ್ಟೆಂಬರ್ 2024 ಮತ್ತು ನವೆಂಬರ್ 2024 ರಲ್ಲಿ ಮಾದರಿಯ 3.3 ರೂ.ಗಳಿಗಿಂತ ಕಡಿಮೆಯಾಗಿದೆ. ಇದು ಕಡಿಮೆಯಾದ ಬೇಡಿಕೆ ಮತ್ತು ಹೆಚ್ಚಿನ ನವೀಕರಿಸಬಹುದಾದ ಉತ್ಪಾದನೆಯನ್ನು ಪ್ರತಿಬಿಂಬಿಸುತ್ತದೆ. [1195, 2042, 1483, 2302]
story2-sub1-label: ನಕಲಿ ಉತ್ಪಾದನಾ ಘಟಕ: [42, 1140, 162, 1157]
reg-mark-icon [1464, 2381, 1476, 2394]
reg-mark-icon [1449, 2381, 1461, 2394]
story6-byline: ಪ್ರಜಾ ನಾಯಕ ನವದೆಹಲಿ [42, 2042, 158, 2059]
story5-column-4: ಹಂಚಿಕೊಳ್ಳುತ್ತಿದ್ದಾರೆ ಎನ್ನಲಾಗಿದೆ. ಅಧಿಕಾರ ಹಂಚಿಕೆ ಬಗ್ಗೆ ಮಾತುಕತೆ ನಡೆದಿತ್ತು. ಆ ಮಾತುಕತೆ ನಡೆದಾಗ ದೆಹಲಿಯಲ್ಲಿ 6 ಮಂದಿ ನಾಯಕರು ಇದ್ದರು. ಹೀಗಾಗಿ ಅವರಲ್ಲಿ ಒಬ್ಬರನ್ನು ನಂಬಿ ಹೈಕಮಾಂಡ್ ಸೂಚನೆ ಪಾಲಿಸಬೇಕು ಎಂದು ಡಿಕೆ ಶಿವಕುಮಾರ್ ಹೇಳುತ್ತಿದ್ದಾರೆ ಎಂದು ಮೂಲಗಳು ತಿಳಿಸಿವೆ. ಅಂದು ಅವರಿಗೆ ಅಧಿಕಾರ ಹಂಚಿಕೆ ವಿಚಾರ ಮನವರಿಕೆ ಆಗಿದೆ ಎಂದು ಡಿಕೆ ಶಿವಕುಮಾರ್ ಪ್ರತಿಪಾದಿಸಿದ್ದಾರೆ. ಹೈಕಮಾಂಡ್ ಹೇಳಿದಂತೆ ಕೇಳಬೇಕು ಎಂದಿದ್ದಾರೆ. ಎಐಸಿಸಿ ಅಧ್ಯಕ್ಷ ಮಲ್ಲಿಕಾರ್ಜುನ ಖರ್ಗೆ, ಕೆ.ಸಿ.ವೇಣುಗೋಪಾಲ್, ಕರ್ನಾಟಕ ಕಾಂಗ್ರೆಸ್ ಉಸ್ತುವಾರಿ ರಣದೀಪ್ ಸಿಂಗ್ ಸುರ್ಜೇವಾಲಾ ಅವರ ಜತೆ ಸಿಎಂ ಸಿದ್ದರಾಮಯ್ಯ ಮತ್ತು ಡಿಕೆ ಶಿವಕುಮಾರ್ ಅಧಿಕಾರ ಹಂಚಿಕೆ ವಿಚಾರ ಚರ್ಚೆಯಾಗಿತ್ತು. ಆ ಸಂದರ್ಭದಲ್ಲಿ ಡಿಕೆ ಸುರೇಶ್ ಸಹ ಇದ್ದರು ಎಂದು ತಮ್ಮನ್ನು ಭೇಟಿಯಾದ ಎಲ್ಲ ನಾಯಕರ ಬಳಿ ಡಿಕೆ ಶಿವಕುಮಾರ್ ಹೇಳಿಕೊಳ್ಳುತ್ತಿದ್ದಾರೆ ಎನ್ನಲಾಗಿದೆ. [1217, 1556, 1483, 1903]
bus-and-crowd-illustration [675, 795, 1198, 1015]
story1-byline: ಪ್ರಜಾ ನಾಯಕ ದಾವಣಗೆರೆ [42, 283, 162, 300]
story4-photo-caption: ಹಾಡಹಗಲೇ ಎಟಿಎಂ ಕೇಂದ್ರಗಳಿಗೆ ಹಣ ತುಂಬಲು ಹೋಗುತ್ತಿದ್ದ ವಾಹನವನ್ನು ಅಡ್ಡಗಟ್ಟಿ [660, 1442, 933, 1478]
rule [30, 679, 1487, 680]
page-number: ಪುಟ-03 [1366, 50, 1476, 89]
